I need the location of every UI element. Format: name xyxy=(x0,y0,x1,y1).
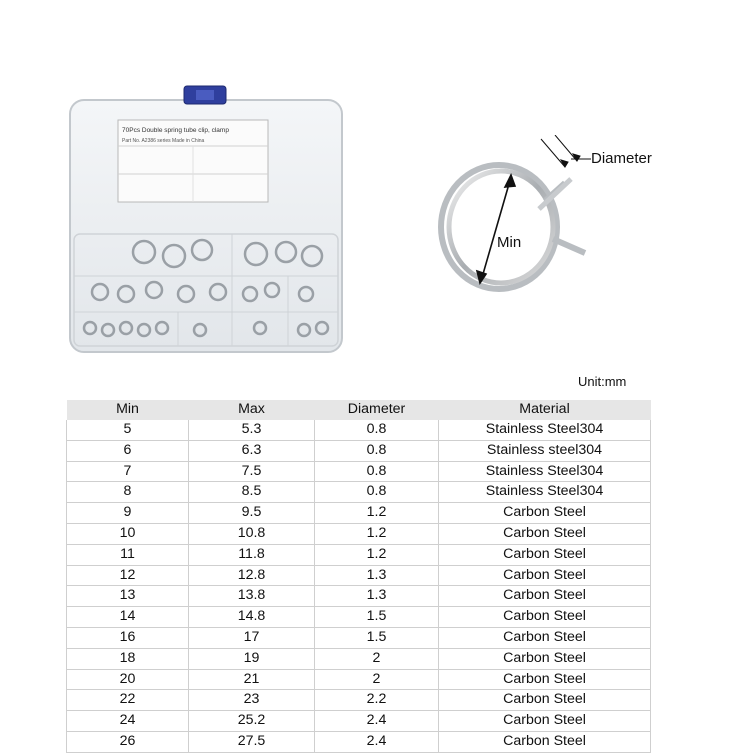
cell-min: 26 xyxy=(67,731,189,752)
cell-material: Carbon Steel xyxy=(439,690,651,711)
header-max: Max xyxy=(189,400,315,420)
cell-diameter: 0.8 xyxy=(315,482,439,503)
cell-material: Carbon Steel xyxy=(439,523,651,544)
cell-diameter: 1.2 xyxy=(315,503,439,524)
cell-material: Carbon Steel xyxy=(439,731,651,752)
cell-material: Carbon Steel xyxy=(439,503,651,524)
cell-material: Stainless Steel304 xyxy=(439,482,651,503)
cell-min: 24 xyxy=(67,711,189,732)
table-row xyxy=(67,503,651,524)
table-body xyxy=(67,420,651,752)
cell-min: 11 xyxy=(67,544,189,565)
cell-material: Stainless steel304 xyxy=(439,440,651,461)
table-row xyxy=(67,440,651,461)
cell-min: 6 xyxy=(67,440,189,461)
cell-min: 22 xyxy=(67,690,189,711)
cell-max: 19 xyxy=(189,648,315,669)
cell-material: Carbon Steel xyxy=(439,607,651,628)
table-row xyxy=(67,607,651,628)
cell-material: Carbon Steel xyxy=(439,648,651,669)
cell-material: Stainless Steel304 xyxy=(439,420,651,440)
cell-min: 12 xyxy=(67,565,189,586)
table-row xyxy=(67,544,651,565)
table-row xyxy=(67,648,651,669)
table-row xyxy=(67,731,651,752)
cell-material: Carbon Steel xyxy=(439,544,651,565)
header-diameter: Diameter xyxy=(315,400,439,420)
cell-diameter: 2 xyxy=(315,648,439,669)
cell-material: Carbon Steel xyxy=(439,669,651,690)
table-row xyxy=(67,482,651,503)
box-label-partno: Part No. A2386 series Made in China xyxy=(122,138,205,144)
cell-max: 7.5 xyxy=(189,461,315,482)
cell-min: 13 xyxy=(67,586,189,607)
table-row xyxy=(67,690,651,711)
cell-max: 27.5 xyxy=(189,731,315,752)
cell-diameter: 1.5 xyxy=(315,627,439,648)
min-label: Min xyxy=(497,234,522,251)
cell-max: 12.8 xyxy=(189,565,315,586)
cell-diameter: 2.4 xyxy=(315,731,439,752)
cell-min: 5 xyxy=(67,420,189,440)
cell-min: 7 xyxy=(67,461,189,482)
table-row xyxy=(67,461,651,482)
cell-diameter: 1.3 xyxy=(315,586,439,607)
cell-diameter: 1.5 xyxy=(315,607,439,628)
diameter-label: Diameter xyxy=(591,150,652,167)
cell-material: Stainless Steel304 xyxy=(439,461,651,482)
cell-diameter: 0.8 xyxy=(315,440,439,461)
cell-max: 23 xyxy=(189,690,315,711)
cell-max: 8.5 xyxy=(189,482,315,503)
cell-diameter: 2.2 xyxy=(315,690,439,711)
cell-min: 10 xyxy=(67,523,189,544)
cell-material: Carbon Steel xyxy=(439,711,651,732)
cell-material: Carbon Steel xyxy=(439,627,651,648)
cell-max: 5.3 xyxy=(189,420,315,440)
cell-diameter: 0.8 xyxy=(315,420,439,440)
product-box-image xyxy=(60,84,352,368)
cell-material: Carbon Steel xyxy=(439,586,651,607)
cell-diameter: 1.3 xyxy=(315,565,439,586)
table-header-row xyxy=(67,400,651,420)
assortment-box-illustration xyxy=(60,84,352,368)
cell-max: 6.3 xyxy=(189,440,315,461)
cell-diameter: 1.2 xyxy=(315,523,439,544)
table-row xyxy=(67,420,651,440)
cell-min: 16 xyxy=(67,627,189,648)
table-row xyxy=(67,586,651,607)
cell-min: 18 xyxy=(67,648,189,669)
cell-min: 8 xyxy=(67,482,189,503)
table-row xyxy=(67,565,651,586)
cell-diameter: 1.2 xyxy=(315,544,439,565)
cell-max: 9.5 xyxy=(189,503,315,524)
cell-diameter: 0.8 xyxy=(315,461,439,482)
spec-table xyxy=(66,400,651,753)
cell-max: 25.2 xyxy=(189,711,315,732)
cell-material: Carbon Steel xyxy=(439,565,651,586)
cell-max: 14.8 xyxy=(189,607,315,628)
header-min: Min xyxy=(67,400,189,420)
box-label-title: 70Pcs Double spring tube clip, clamp xyxy=(122,127,229,134)
table-row xyxy=(67,627,651,648)
cell-max: 13.8 xyxy=(189,586,315,607)
cell-min: 14 xyxy=(67,607,189,628)
unit-label: Unit:mm xyxy=(578,374,627,389)
cell-min: 20 xyxy=(67,669,189,690)
cell-max: 11.8 xyxy=(189,544,315,565)
cell-max: 10.8 xyxy=(189,523,315,544)
cell-diameter: 2 xyxy=(315,669,439,690)
header-material: Material xyxy=(439,400,651,420)
cell-max: 17 xyxy=(189,627,315,648)
table-row xyxy=(67,669,651,690)
cell-max: 21 xyxy=(189,669,315,690)
cell-diameter: 2.4 xyxy=(315,711,439,732)
cell-min: 9 xyxy=(67,503,189,524)
table-row xyxy=(67,711,651,732)
table-row xyxy=(67,523,651,544)
